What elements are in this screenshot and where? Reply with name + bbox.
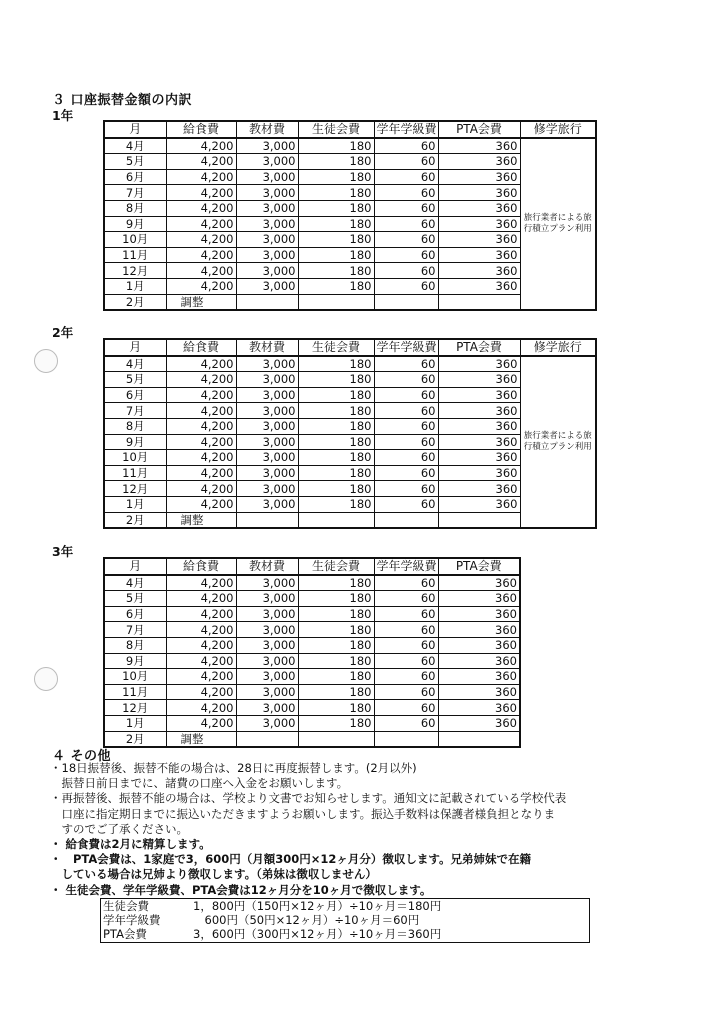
amount-cell: 4,200: [166, 278, 236, 294]
year3-label: 3年: [52, 544, 74, 559]
amount-cell: 180: [298, 715, 374, 731]
amount-cell: 360: [438, 278, 520, 294]
table-row: [104, 591, 520, 607]
amount-cell: 360: [438, 622, 520, 638]
amount-cell: 60: [374, 185, 438, 201]
amount-cell: 4,200: [166, 575, 236, 591]
column-header: 給食費: [166, 558, 236, 575]
column-header: 教材費: [236, 121, 298, 138]
amount-cell: 3,000: [236, 247, 298, 263]
table-row-adjustment: [104, 731, 520, 747]
note-line: している場合は兄姉より徴収します。（弟妹は徴収しません）: [50, 867, 377, 882]
amount-cell: 180: [298, 278, 374, 294]
amount-cell: 3,000: [236, 372, 298, 388]
amount-cell: 3,000: [236, 637, 298, 653]
empty-cell: [438, 512, 520, 528]
table-row: [104, 715, 520, 731]
year2-label: 2年: [52, 325, 74, 340]
table-row: [104, 622, 520, 638]
amount-cell: 60: [374, 465, 438, 481]
amount-cell: 360: [438, 263, 520, 279]
amount-cell: 360: [438, 216, 520, 232]
column-header: PTA会費: [438, 339, 520, 356]
amount-cell: 3,000: [236, 653, 298, 669]
amount-cell: 4,200: [166, 154, 236, 170]
amount-cell: 360: [438, 450, 520, 466]
amount-cell: 360: [438, 403, 520, 419]
empty-cell: [374, 731, 438, 747]
amount-cell: 180: [298, 465, 374, 481]
amount-cell: 4,200: [166, 653, 236, 669]
amount-cell: 3,000: [236, 356, 298, 372]
amount-cell: 60: [374, 622, 438, 638]
amount-cell: 3,000: [236, 622, 298, 638]
amount-cell: 4,200: [166, 700, 236, 716]
amount-cell: 4,200: [166, 418, 236, 434]
header-row: [104, 558, 520, 575]
amount-cell: 60: [374, 450, 438, 466]
column-header: 月: [104, 558, 166, 575]
month-cell: 2月: [104, 294, 166, 310]
month-cell: 6月: [104, 169, 166, 185]
note-line: すのでご了承ください。: [50, 821, 188, 836]
amount-cell: 4,200: [166, 138, 236, 154]
amount-cell: 3,000: [236, 591, 298, 607]
amount-cell: 180: [298, 653, 374, 669]
amount-cell: 4,200: [166, 216, 236, 232]
amount-cell: 180: [298, 138, 374, 154]
month-cell: 2月: [104, 731, 166, 747]
table-row: [104, 575, 520, 591]
amount-cell: 360: [438, 356, 520, 372]
amount-cell: 3,000: [236, 169, 298, 185]
amount-cell: 60: [374, 418, 438, 434]
amount-cell: 4,200: [166, 403, 236, 419]
month-cell: 7月: [104, 403, 166, 419]
column-header: 学年学級費: [374, 121, 438, 138]
amount-cell: 4,200: [166, 434, 236, 450]
month-cell: 9月: [104, 216, 166, 232]
month-cell: 9月: [104, 434, 166, 450]
empty-cell: [438, 731, 520, 747]
calc-label: PTA会費: [103, 927, 147, 942]
amount-cell: 3,000: [236, 465, 298, 481]
amount-cell: 60: [374, 653, 438, 669]
calc-row: [101, 927, 589, 941]
amount-cell: 60: [374, 247, 438, 263]
amount-cell: 180: [298, 434, 374, 450]
calc-label: 学年学級費: [103, 913, 161, 928]
amount-cell: 3,000: [236, 481, 298, 497]
amount-cell: 3,000: [236, 138, 298, 154]
column-header: 給食費: [166, 339, 236, 356]
amount-cell: 180: [298, 575, 374, 591]
amount-cell: 180: [298, 232, 374, 248]
column-header: 給食費: [166, 121, 236, 138]
table-row: [104, 356, 596, 372]
amount-cell: 60: [374, 684, 438, 700]
amount-cell: 360: [438, 247, 520, 263]
amount-cell: 180: [298, 418, 374, 434]
table-row: [104, 653, 520, 669]
empty-cell: [374, 294, 438, 310]
column-header: 修学旅行: [520, 339, 596, 356]
adjustment-cell: 調整: [166, 294, 236, 310]
column-header: 月: [104, 339, 166, 356]
column-header: 教材費: [236, 339, 298, 356]
amount-cell: 3,000: [236, 684, 298, 700]
month-cell: 12月: [104, 481, 166, 497]
calc-formula: 1，800円（150円×12ヶ月）÷10ヶ月＝180円: [193, 899, 442, 913]
amount-cell: 3,000: [236, 200, 298, 216]
year1-fee-table: [103, 120, 597, 311]
amount-cell: 180: [298, 450, 374, 466]
note-line: ・ PTA会費は、1家庭で3，600円（月額300円×12ヶ月分）徴収します。兄弟姉妹で在籍: [50, 852, 532, 867]
trip-note-cell: 旅行業者による旅行積立プラン利用: [520, 138, 596, 311]
month-cell: 1月: [104, 715, 166, 731]
amount-cell: 60: [374, 278, 438, 294]
month-cell: 11月: [104, 684, 166, 700]
month-cell: 1月: [104, 278, 166, 294]
amount-cell: 360: [438, 372, 520, 388]
column-header: 生徒会費: [298, 558, 374, 575]
amount-cell: 4,200: [166, 263, 236, 279]
amount-cell: 360: [438, 169, 520, 185]
amount-cell: 3,000: [236, 669, 298, 685]
amount-cell: 3,000: [236, 278, 298, 294]
amount-cell: 4,200: [166, 247, 236, 263]
amount-cell: 3,000: [236, 403, 298, 419]
amount-cell: 360: [438, 684, 520, 700]
column-header: 生徒会費: [298, 121, 374, 138]
month-cell: 6月: [104, 606, 166, 622]
amount-cell: 60: [374, 637, 438, 653]
amount-cell: 180: [298, 622, 374, 638]
amount-cell: 60: [374, 403, 438, 419]
binder-hole-bottom: [34, 667, 58, 691]
month-cell: 10月: [104, 669, 166, 685]
amount-cell: 60: [374, 169, 438, 185]
amount-cell: 4,200: [166, 637, 236, 653]
amount-cell: 3,000: [236, 232, 298, 248]
amount-cell: 60: [374, 263, 438, 279]
amount-cell: 60: [374, 715, 438, 731]
amount-cell: 360: [438, 496, 520, 512]
amount-cell: 60: [374, 200, 438, 216]
amount-cell: 3,000: [236, 154, 298, 170]
amount-cell: 180: [298, 185, 374, 201]
note-line: 振替日前日までに、諸費の口座へ入金をお願いします。: [50, 776, 349, 791]
amount-cell: 3,000: [236, 606, 298, 622]
amount-cell: 360: [438, 154, 520, 170]
calculation-box: [100, 898, 590, 943]
month-cell: 10月: [104, 232, 166, 248]
amount-cell: 4,200: [166, 465, 236, 481]
month-cell: 9月: [104, 653, 166, 669]
trip-note-cell: 旅行業者による旅行積立プラン利用: [520, 356, 596, 529]
amount-cell: 360: [438, 653, 520, 669]
amount-cell: 180: [298, 247, 374, 263]
adjustment-cell: 調整: [166, 731, 236, 747]
month-cell: 12月: [104, 700, 166, 716]
note-line: ・再振替後、振替不能の場合は、学校より文書でお知らせします。通知文に記載されている学校代表: [50, 791, 567, 806]
empty-cell: [236, 512, 298, 528]
amount-cell: 360: [438, 418, 520, 434]
notes-list: [50, 761, 690, 898]
amount-cell: 60: [374, 154, 438, 170]
month-cell: 7月: [104, 185, 166, 201]
amount-cell: 60: [374, 575, 438, 591]
calc-row: [101, 913, 589, 927]
amount-cell: 180: [298, 356, 374, 372]
month-cell: 4月: [104, 575, 166, 591]
note-line: ・ 給食費は2月に精算します。: [50, 837, 211, 852]
table-row: [104, 637, 520, 653]
header-row: [104, 121, 596, 138]
amount-cell: 60: [374, 356, 438, 372]
amount-cell: 180: [298, 637, 374, 653]
month-cell: 5月: [104, 591, 166, 607]
table-row: [104, 138, 596, 154]
amount-cell: 4,200: [166, 387, 236, 403]
calc-label: 生徒会費: [103, 899, 149, 913]
month-cell: 8月: [104, 418, 166, 434]
amount-cell: 180: [298, 200, 374, 216]
amount-cell: 180: [298, 684, 374, 700]
amount-cell: 3,000: [236, 387, 298, 403]
empty-cell: [438, 294, 520, 310]
amount-cell: 3,000: [236, 263, 298, 279]
note-line: ・18日振替後、振替不能の場合は、28日に再度振替します。(2月以外): [50, 761, 417, 775]
note-line: ・ 生徒会費、学年学級費、PTA会費は12ヶ月分を10ヶ月で徴収します。: [50, 882, 432, 897]
amount-cell: 180: [298, 169, 374, 185]
amount-cell: 60: [374, 216, 438, 232]
amount-cell: 360: [438, 185, 520, 201]
month-cell: 12月: [104, 263, 166, 279]
header-row: [104, 339, 596, 356]
amount-cell: 4,200: [166, 450, 236, 466]
amount-cell: 180: [298, 700, 374, 716]
amount-cell: 180: [298, 606, 374, 622]
amount-cell: 4,200: [166, 232, 236, 248]
amount-cell: 4,200: [166, 606, 236, 622]
note-line: 口座に指定期日までに振込いただきますようお願いします。振込手数料は保護者様負担となりま: [50, 806, 556, 821]
amount-cell: 4,200: [166, 669, 236, 685]
amount-cell: 4,200: [166, 591, 236, 607]
amount-cell: 180: [298, 591, 374, 607]
amount-cell: 60: [374, 496, 438, 512]
amount-cell: 3,000: [236, 418, 298, 434]
amount-cell: 180: [298, 154, 374, 170]
amount-cell: 4,200: [166, 715, 236, 731]
empty-cell: [298, 731, 374, 747]
column-header: PTA会費: [438, 121, 520, 138]
month-cell: 6月: [104, 387, 166, 403]
month-cell: 10月: [104, 450, 166, 466]
amount-cell: 360: [438, 669, 520, 685]
month-cell: 4月: [104, 356, 166, 372]
section3-heading: ３ 口座振替金額の内訳: [52, 93, 193, 108]
column-header: 学年学級費: [374, 339, 438, 356]
amount-cell: 60: [374, 387, 438, 403]
amount-cell: 4,200: [166, 169, 236, 185]
amount-cell: 4,200: [166, 622, 236, 638]
month-cell: 8月: [104, 637, 166, 653]
month-cell: 2月: [104, 512, 166, 528]
column-header: 学年学級費: [374, 558, 438, 575]
amount-cell: 180: [298, 372, 374, 388]
amount-cell: 360: [438, 481, 520, 497]
amount-cell: 180: [298, 481, 374, 497]
amount-cell: 60: [374, 606, 438, 622]
amount-cell: 180: [298, 387, 374, 403]
amount-cell: 360: [438, 591, 520, 607]
table-row: [104, 606, 520, 622]
month-cell: 5月: [104, 154, 166, 170]
month-cell: 4月: [104, 138, 166, 154]
amount-cell: 180: [298, 403, 374, 419]
amount-cell: 360: [438, 637, 520, 653]
amount-cell: 3,000: [236, 700, 298, 716]
column-header: 修学旅行: [520, 121, 596, 138]
amount-cell: 4,200: [166, 684, 236, 700]
empty-cell: [298, 294, 374, 310]
amount-cell: 3,000: [236, 216, 298, 232]
table-row: [104, 684, 520, 700]
month-cell: 7月: [104, 622, 166, 638]
amount-cell: 3,000: [236, 496, 298, 512]
year3-fee-table: [103, 557, 521, 748]
amount-cell: 360: [438, 575, 520, 591]
amount-cell: 360: [438, 138, 520, 154]
amount-cell: 360: [438, 232, 520, 248]
amount-cell: 3,000: [236, 185, 298, 201]
month-cell: 11月: [104, 465, 166, 481]
amount-cell: 4,200: [166, 185, 236, 201]
amount-cell: 180: [298, 263, 374, 279]
amount-cell: 4,200: [166, 481, 236, 497]
amount-cell: 60: [374, 372, 438, 388]
amount-cell: 60: [374, 138, 438, 154]
amount-cell: 60: [374, 434, 438, 450]
amount-cell: 180: [298, 669, 374, 685]
amount-cell: 60: [374, 232, 438, 248]
amount-cell: 360: [438, 200, 520, 216]
column-header: 教材費: [236, 558, 298, 575]
amount-cell: 60: [374, 700, 438, 716]
binder-hole-top: [34, 349, 58, 373]
year2-fee-table: [103, 338, 597, 529]
amount-cell: 4,200: [166, 372, 236, 388]
amount-cell: 60: [374, 669, 438, 685]
amount-cell: 360: [438, 700, 520, 716]
calc-row: [101, 899, 589, 913]
amount-cell: 60: [374, 591, 438, 607]
year1-label: 1年: [52, 108, 74, 123]
amount-cell: 360: [438, 715, 520, 731]
amount-cell: 4,200: [166, 200, 236, 216]
amount-cell: 180: [298, 216, 374, 232]
month-cell: 8月: [104, 200, 166, 216]
amount-cell: 360: [438, 465, 520, 481]
month-cell: 5月: [104, 372, 166, 388]
empty-cell: [236, 731, 298, 747]
amount-cell: 360: [438, 606, 520, 622]
empty-cell: [374, 512, 438, 528]
empty-cell: [236, 294, 298, 310]
column-header: PTA会費: [438, 558, 520, 575]
amount-cell: 3,000: [236, 715, 298, 731]
amount-cell: 3,000: [236, 575, 298, 591]
amount-cell: 4,200: [166, 496, 236, 512]
amount-cell: 360: [438, 387, 520, 403]
column-header: 生徒会費: [298, 339, 374, 356]
amount-cell: 360: [438, 434, 520, 450]
column-header: 月: [104, 121, 166, 138]
amount-cell: 4,200: [166, 356, 236, 372]
table-row: [104, 700, 520, 716]
amount-cell: 3,000: [236, 434, 298, 450]
section4-heading: ４ その他: [52, 749, 112, 764]
month-cell: 1月: [104, 496, 166, 512]
amount-cell: 180: [298, 496, 374, 512]
amount-cell: 60: [374, 481, 438, 497]
table-row: [104, 669, 520, 685]
empty-cell: [298, 512, 374, 528]
calc-formula: 3，600円（300円×12ヶ月）÷10ヶ月＝360円: [193, 927, 442, 942]
adjustment-cell: 調整: [166, 512, 236, 528]
calc-formula: 600円（50円×12ヶ月）÷10ヶ月＝60円: [193, 913, 420, 928]
amount-cell: 3,000: [236, 450, 298, 466]
month-cell: 11月: [104, 247, 166, 263]
